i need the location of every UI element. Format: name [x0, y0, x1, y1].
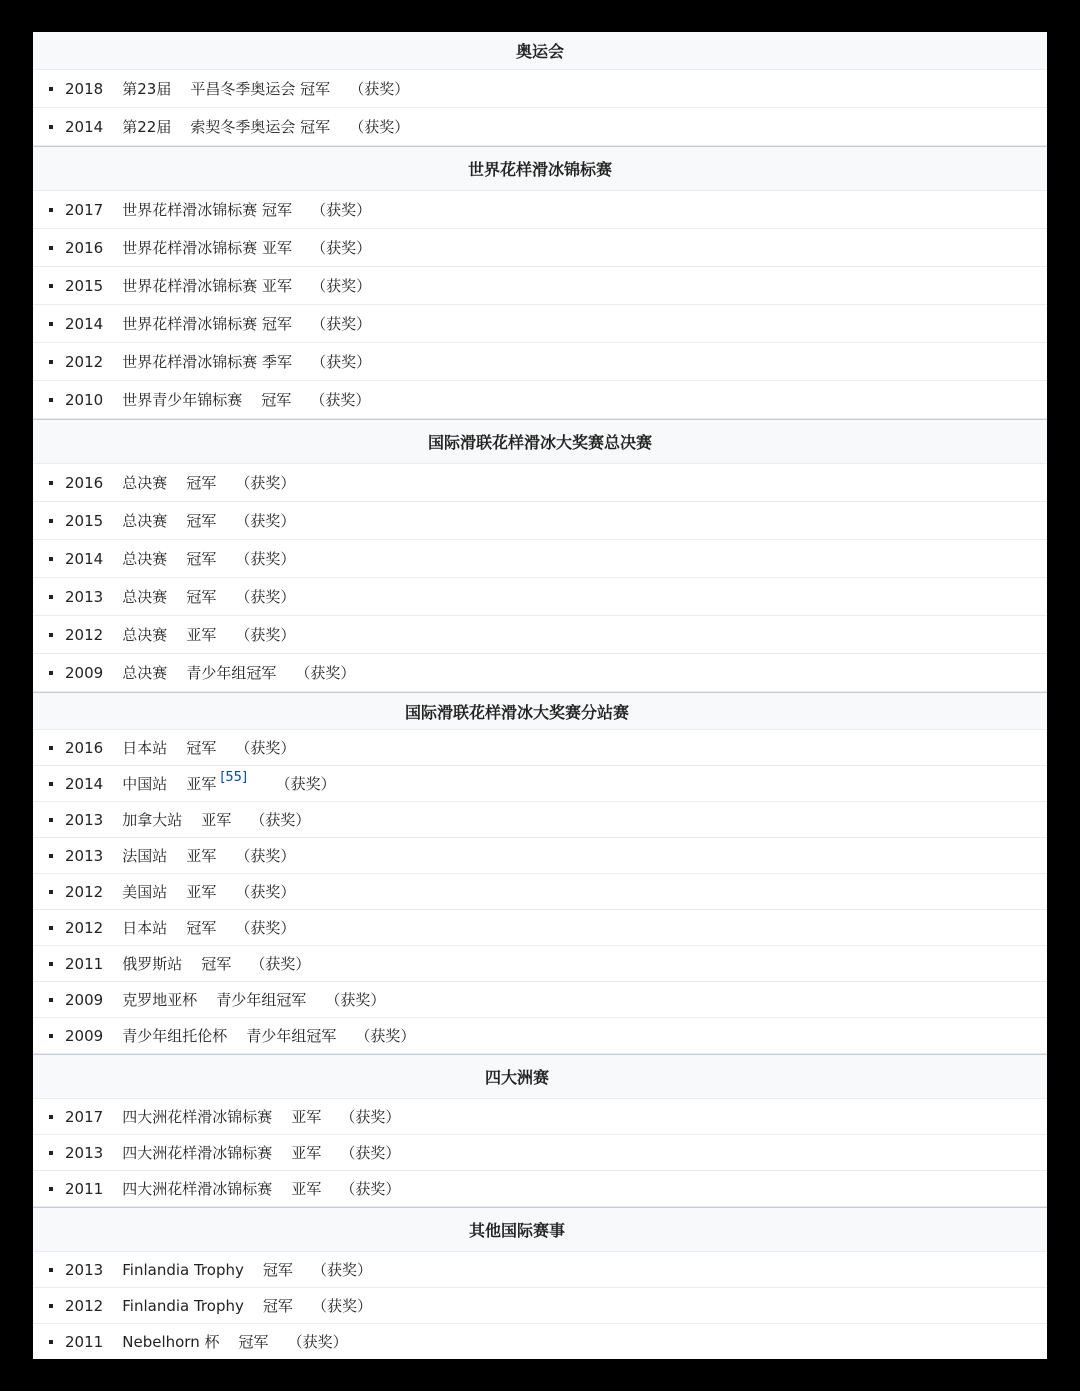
- bullet-icon: [49, 1304, 53, 1308]
- item-text: 2016 世界花样滑冰锦标赛 亚军 （获奖）: [65, 239, 372, 257]
- item-text: 2014 总决赛 冠军 （获奖）: [65, 550, 296, 568]
- list-item: [33, 1018, 1047, 1054]
- section-title: 国际滑联花样滑冰大奖赛总决赛: [427, 433, 652, 452]
- item-text: 2012 美国站 亚军 （获奖）: [65, 883, 296, 901]
- list-item: [33, 874, 1047, 910]
- bullet-icon: [49, 125, 53, 129]
- bullet-icon: [49, 998, 53, 1002]
- list-item: [33, 616, 1047, 654]
- item-text: 2012 总决赛 亚军 （获奖）: [65, 626, 296, 644]
- item-text: 2009 克罗地亚杯 青少年组冠军 （获奖）: [65, 991, 386, 1009]
- section-title: 奥运会: [515, 42, 564, 61]
- section-title: 国际滑联花样滑冰大奖赛分站赛: [405, 702, 630, 722]
- bullet-icon: [49, 519, 53, 523]
- list-item: [33, 982, 1047, 1018]
- list-item: [33, 1171, 1047, 1207]
- item-text: 2011 俄罗斯站 冠军 （获奖）: [65, 955, 311, 973]
- list-item: [33, 191, 1047, 229]
- list-item: [33, 1288, 1047, 1324]
- bullet-icon: [49, 1034, 53, 1038]
- item-text: 2012 Finlandia Trophy 冠军 （获奖）: [65, 1297, 372, 1315]
- bullet-icon: [49, 481, 53, 485]
- list-item: [33, 381, 1047, 419]
- item-text: 2012 世界花样滑冰锦标赛 季军 （获奖）: [65, 353, 372, 371]
- section-heading: [33, 146, 1047, 191]
- bullet-icon: [49, 1115, 53, 1119]
- section-title: 世界花样滑冰锦标赛: [467, 160, 612, 179]
- item-text: 2009 总决赛 青少年组冠军 （获奖）: [65, 664, 356, 682]
- list-item: [33, 1252, 1047, 1288]
- bullet-icon: [49, 818, 53, 822]
- list-item: [33, 305, 1047, 343]
- list-item: [33, 730, 1047, 766]
- list-item: [33, 654, 1047, 692]
- list-item: [33, 464, 1047, 502]
- bullet-icon: [49, 633, 53, 637]
- list-item: [33, 838, 1047, 874]
- list-item: 2014 中国站 亚军 [55] （获奖）: [33, 766, 1047, 802]
- item-text: 2013 Finlandia Trophy 冠军 （获奖）: [65, 1261, 372, 1279]
- section-title: 四大洲赛: [485, 1068, 550, 1087]
- bullet-icon: [49, 890, 53, 894]
- item-text: 2013 加拿大站 亚军 （获奖）: [65, 811, 311, 829]
- list-item: [33, 108, 1047, 146]
- bullet-icon: [49, 1151, 53, 1155]
- item-text: 2013 法国站 亚军 （获奖）: [65, 847, 296, 865]
- item-text: 2014 世界花样滑冰锦标赛 冠军 （获奖）: [65, 315, 372, 333]
- list-item: [33, 1099, 1047, 1135]
- item-text: 2013 四大洲花样滑冰锦标赛 亚军 （获奖）: [65, 1144, 401, 1162]
- item-text: 2014 第22届 索契冬季奥运会 冠军 （获奖）: [65, 118, 410, 136]
- section-heading: [33, 32, 1047, 70]
- item-text: 2014 中国站 亚军: [65, 775, 217, 793]
- item-text: 2010 世界青少年锦标赛 冠军 （获奖）: [65, 391, 371, 409]
- section-title: 其他国际赛事: [469, 1221, 566, 1240]
- bullet-icon: [49, 926, 53, 930]
- bullet-icon: [49, 962, 53, 966]
- section-heading: [33, 692, 1047, 730]
- item-text: 2017 世界花样滑冰锦标赛 冠军 （获奖）: [65, 201, 372, 219]
- list-item: [33, 267, 1047, 305]
- item-text: 2016 日本站 冠军 （获奖）: [65, 739, 296, 757]
- bullet-icon: [49, 557, 53, 561]
- bullet-icon: [49, 322, 53, 326]
- item-text: 2018 第23届 平昌冬季奥运会 冠军 （获奖）: [65, 80, 410, 98]
- bullet-icon: [49, 595, 53, 599]
- item-text: 2013 总决赛 冠军 （获奖）: [65, 588, 296, 606]
- bullet-icon: [49, 284, 53, 288]
- item-text: 2009 青少年组托伦杯 青少年组冠军 （获奖）: [65, 1027, 416, 1045]
- item-text-suffix: （获奖）: [247, 775, 336, 793]
- list-item: [33, 802, 1047, 838]
- bullet-icon: [49, 246, 53, 250]
- item-text: 2015 世界花样滑冰锦标赛 亚军 （获奖）: [65, 277, 372, 295]
- bullet-icon: [49, 746, 53, 750]
- item-text: 2012 日本站 冠军 （获奖）: [65, 919, 296, 937]
- awards-list: [33, 32, 1047, 1359]
- bullet-icon: [49, 208, 53, 212]
- list-item: [33, 578, 1047, 616]
- bullet-icon: [49, 360, 53, 364]
- bullet-icon: [49, 87, 53, 91]
- list-item: [33, 540, 1047, 578]
- list-item: [33, 946, 1047, 982]
- item-text: 2015 总决赛 冠军 （获奖）: [65, 512, 296, 530]
- bullet-icon: [49, 782, 53, 786]
- list-item: [33, 1324, 1047, 1359]
- bullet-icon: [49, 1340, 53, 1344]
- list-item: [33, 70, 1047, 108]
- list-item: [33, 343, 1047, 381]
- bullet-icon: [49, 398, 53, 402]
- bullet-icon: [49, 1268, 53, 1272]
- list-item: [33, 910, 1047, 946]
- bullet-icon: [49, 854, 53, 858]
- item-text: 2016 总决赛 冠军 （获奖）: [65, 474, 296, 492]
- list-item: [33, 229, 1047, 267]
- list-item: [33, 502, 1047, 540]
- item-text: 2017 四大洲花样滑冰锦标赛 亚军 （获奖）: [65, 1108, 401, 1126]
- bullet-icon: [49, 671, 53, 675]
- section-heading: [33, 1054, 1047, 1099]
- item-text: 2011 Nebelhorn 杯 冠军 （获奖）: [65, 1333, 348, 1351]
- list-item: [33, 1135, 1047, 1171]
- section-heading: [33, 419, 1047, 464]
- section-heading: [33, 1207, 1047, 1252]
- item-text: 2011 四大洲花样滑冰锦标赛 亚军 （获奖）: [65, 1180, 401, 1198]
- bullet-icon: [49, 1187, 53, 1191]
